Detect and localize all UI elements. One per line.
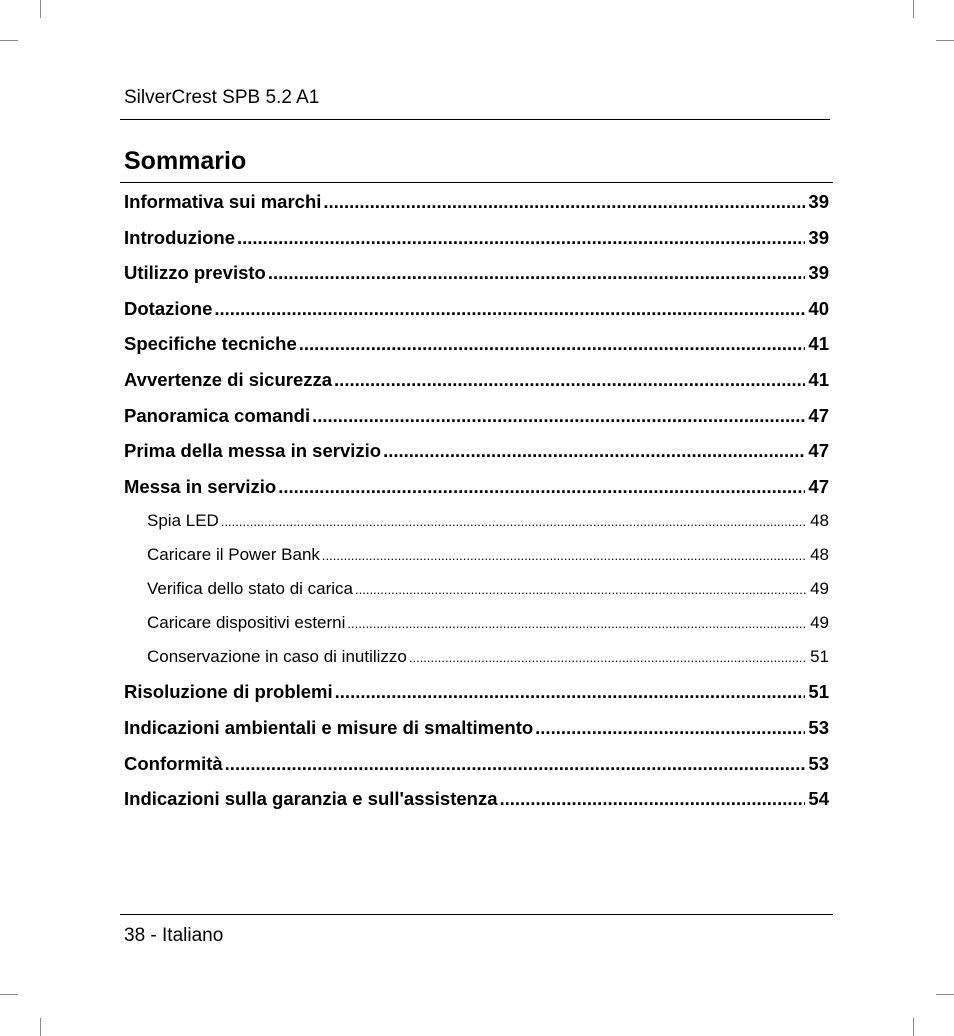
toc-page-number: 39: [808, 262, 829, 284]
toc-page-number: 39: [808, 226, 829, 248]
toc-entry-label: Conformità: [124, 752, 223, 774]
toc-dot-leader: [225, 746, 806, 782]
toc-dot-leader: [221, 504, 807, 538]
toc-dot-leader: [535, 710, 805, 746]
toc-dot-leader: [299, 326, 806, 362]
running-header: SilverCrest SPB 5.2 A1: [124, 87, 320, 108]
toc-dot-leader: [500, 781, 806, 817]
toc-entry-label: Spia LED: [147, 511, 219, 531]
toc-entry-label: Conservazione in caso di inutilizzo: [147, 647, 407, 667]
toc-page-number: 41: [808, 333, 829, 355]
toc-page-number: 48: [810, 511, 829, 531]
toc-dot-leader: [334, 362, 805, 398]
toc-dot-leader: [347, 606, 807, 640]
toc-entry[interactable]: [124, 746, 829, 782]
toc-entry-label: Dotazione: [124, 297, 213, 319]
crop-mark-bottom-left: [40, 1018, 41, 1036]
toc-entry-label: Utilizzo previsto: [124, 262, 266, 284]
page-footer: 38 - Italiano: [124, 925, 224, 946]
toc-page-number: 49: [810, 579, 829, 599]
toc-subentry[interactable]: [124, 640, 829, 674]
toc-entry[interactable]: [124, 674, 829, 710]
toc-dot-leader: [335, 674, 806, 710]
toc-dot-leader: [268, 255, 806, 291]
toc-page-number: 49: [810, 613, 829, 633]
toc-entry[interactable]: [124, 398, 829, 434]
toc-entry-label: Prima della messa in servizio: [124, 440, 382, 462]
crop-mark-bottom-left-h: [0, 994, 18, 995]
toc-entry-label: Indicazioni sulla garanzia e sull'assistenza: [124, 788, 498, 810]
toc-page-number: 54: [808, 788, 829, 810]
crop-mark-top-left: [40, 0, 41, 18]
header-rule: [120, 119, 830, 120]
toc-page-number: 51: [810, 647, 829, 667]
toc-page-number: 47: [808, 404, 829, 426]
toc-page-number: 53: [808, 752, 829, 774]
toc-entry-label: Messa in servizio: [124, 475, 277, 497]
table-of-contents: [124, 184, 829, 817]
toc-entry-label: Informativa sui marchi: [124, 191, 322, 212]
toc-entry[interactable]: [124, 469, 829, 505]
crop-mark-top-right-h: [936, 40, 954, 41]
toc-dot-leader: [214, 291, 805, 327]
toc-entry-label: Verifica dello stato di carica: [147, 579, 353, 599]
toc-subentry[interactable]: [124, 572, 829, 606]
toc-entry[interactable]: [124, 184, 829, 220]
toc-dot-leader: [322, 538, 807, 572]
toc-entry-label: Panoramica comandi: [124, 404, 311, 426]
toc-subentry[interactable]: [124, 504, 829, 538]
toc-entry[interactable]: [124, 781, 829, 817]
toc-page-number: 39: [808, 191, 829, 212]
toc-page-number: 47: [808, 475, 829, 497]
toc-entry[interactable]: [124, 326, 829, 362]
toc-entry-label: Introduzione: [124, 226, 235, 248]
toc-entry-label: Caricare il Power Bank: [147, 545, 320, 565]
toc-page-number: 47: [808, 440, 829, 462]
toc-dot-leader: [237, 220, 805, 256]
toc-entry-label: Specifiche tecniche: [124, 333, 297, 355]
toc-entry[interactable]: [124, 710, 829, 746]
toc-entry[interactable]: [124, 220, 829, 256]
toc-dot-leader: [409, 640, 807, 674]
toc-entry-label: Risoluzione di problemi: [124, 681, 333, 703]
toc-dot-leader: [355, 572, 807, 606]
toc-entry[interactable]: [124, 291, 829, 327]
toc-dot-leader: [312, 398, 805, 434]
toc-page-number: 41: [808, 368, 829, 390]
toc-dot-leader: [278, 469, 805, 505]
toc-entry-label: Caricare dispositivi esterni: [147, 613, 346, 633]
toc-entry[interactable]: [124, 255, 829, 291]
toc-page-number: 40: [808, 297, 829, 319]
crop-mark-top-left-h: [0, 40, 18, 41]
toc-dot-leader: [323, 184, 805, 220]
crop-mark-bottom-right: [913, 1018, 914, 1036]
toc-entry-label: Indicazioni ambientali e misure di smaltimento: [124, 716, 534, 738]
toc-entry[interactable]: [124, 362, 829, 398]
toc-page-number: 53: [808, 716, 829, 738]
title-rule: [120, 182, 833, 183]
toc-dot-leader: [383, 433, 805, 469]
crop-mark-top-right: [913, 0, 914, 18]
toc-page-number: 51: [808, 681, 829, 703]
toc-subentry[interactable]: [124, 606, 829, 640]
toc-entry-label: Avvertenze di sicurezza: [124, 368, 333, 390]
toc-page-number: 48: [810, 545, 829, 565]
toc-subentry[interactable]: [124, 538, 829, 572]
crop-mark-bottom-right-h: [936, 994, 954, 995]
footer-rule: [120, 914, 833, 915]
toc-entry[interactable]: [124, 433, 829, 469]
page-title: Sommario: [124, 147, 247, 175]
